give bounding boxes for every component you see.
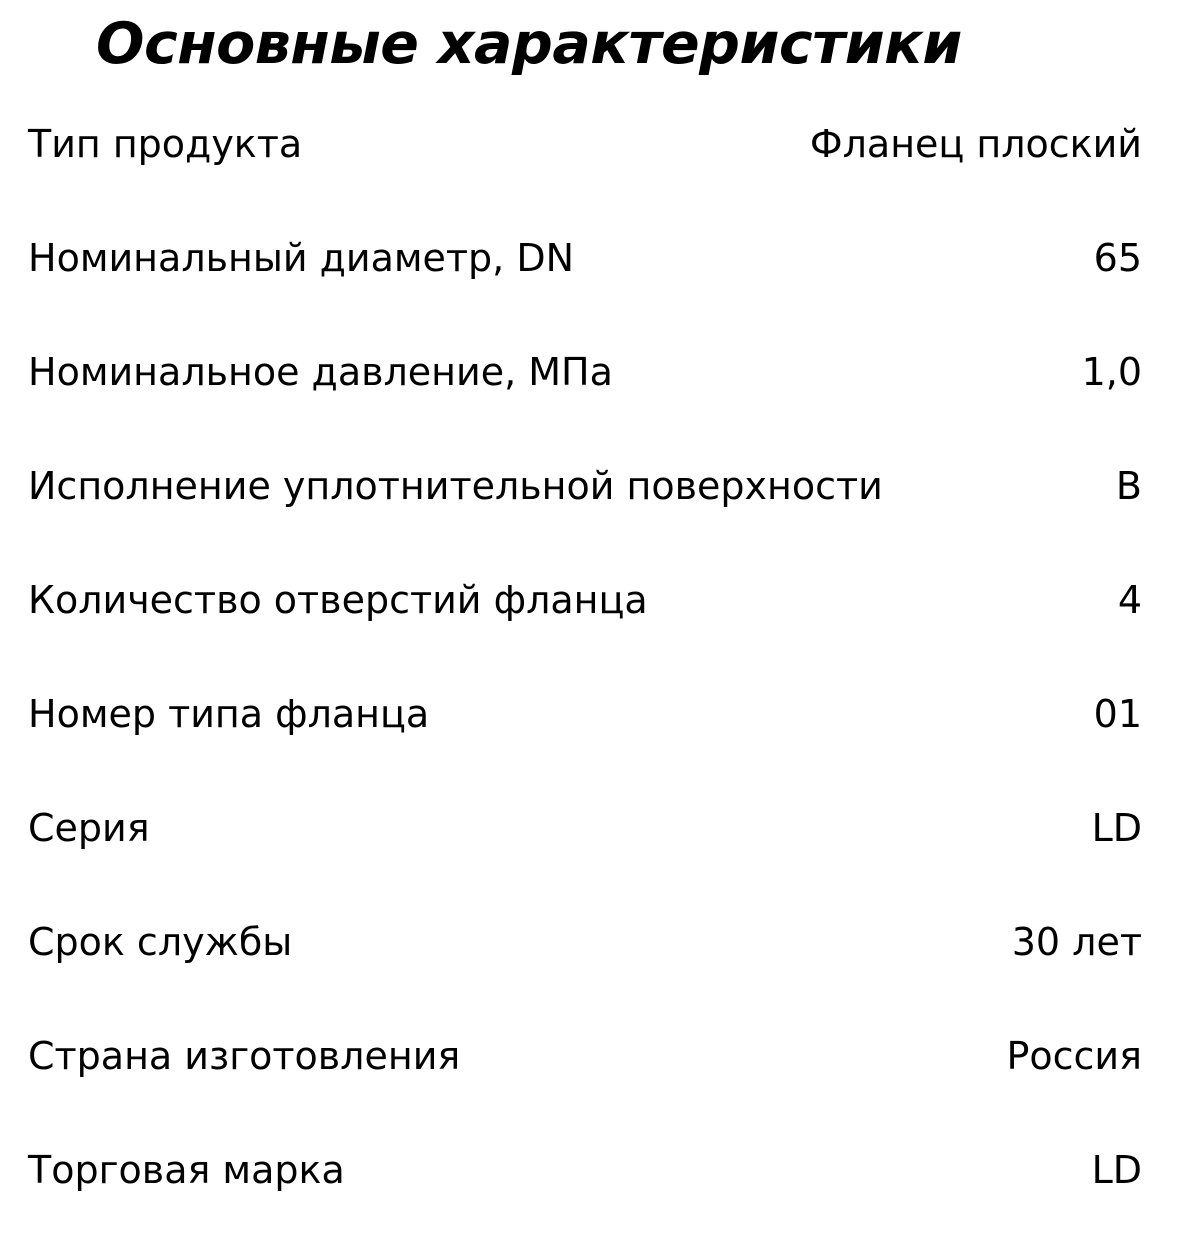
spec-row-nominal-diameter (28, 231, 1142, 345)
spec-value: Россия (1006, 1034, 1142, 1078)
spec-value: LD (1091, 1148, 1142, 1192)
spec-value: 4 (1117, 578, 1142, 622)
spec-label: Серия (28, 806, 150, 850)
spec-label: Срок службы (28, 920, 293, 964)
spec-value: Фланец плоский (809, 122, 1142, 166)
spec-row-holes-count (28, 573, 1142, 687)
spec-label: Торговая марка (28, 1148, 345, 1192)
spec-row-brand (28, 1143, 1142, 1257)
spec-label: Номинальное давление, МПа (28, 350, 613, 394)
spec-value: 01 (1093, 692, 1142, 736)
spec-row-service-life (28, 915, 1142, 1029)
spec-value: B (1115, 464, 1142, 508)
spec-row-nominal-pressure (28, 345, 1142, 459)
spec-value: 1,0 (1081, 350, 1142, 394)
section-title: Основные характеристики (96, 11, 962, 77)
spec-row-series (28, 801, 1142, 915)
spec-label: Тип продукта (28, 122, 303, 166)
spec-label: Исполнение уплотнительной поверхности (28, 464, 883, 508)
spec-row-country (28, 1029, 1142, 1143)
spec-row-flange-type-number (28, 687, 1142, 801)
spec-value: 65 (1093, 236, 1142, 280)
spec-value: 30 лет (1011, 920, 1142, 964)
spec-label: Страна изготовления (28, 1034, 461, 1078)
specifications-list (28, 117, 1142, 1257)
spec-row-sealing-surface (28, 459, 1142, 573)
spec-value: LD (1091, 806, 1142, 850)
spec-row-product-type (28, 117, 1142, 231)
spec-label: Номер типа фланца (28, 692, 430, 736)
spec-label: Количество отверстий фланца (28, 578, 648, 622)
spec-label: Номинальный диаметр, DN (28, 236, 575, 280)
